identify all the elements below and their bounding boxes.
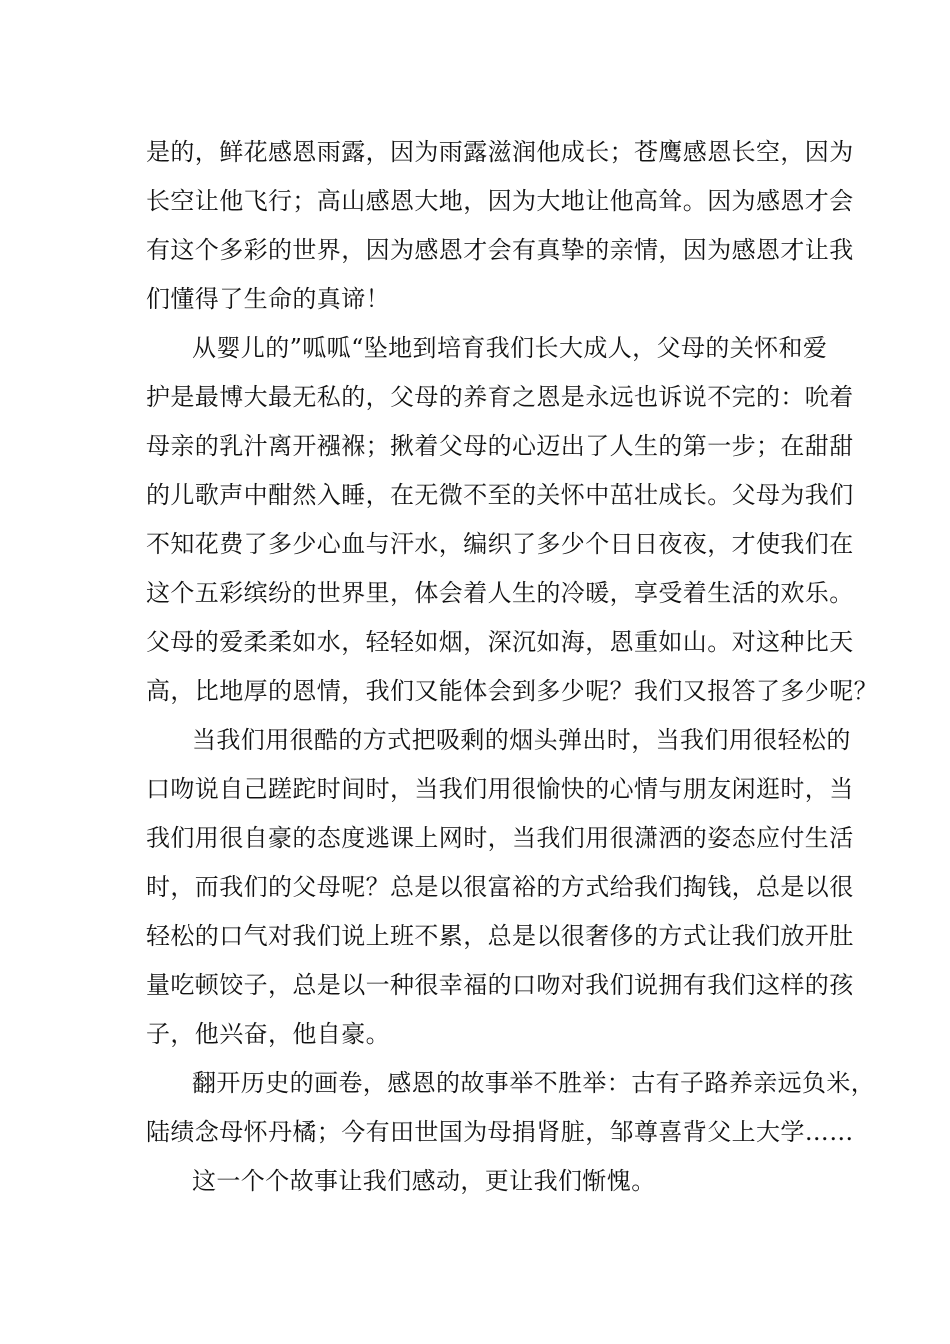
paragraph-first-line: 当我们用很酷的方式把吸剩的烟头弹出时，当我们用很轻松的	[192, 726, 851, 754]
text-line: 这个五彩缤纷的世界里，体会着人生的冷暖，享受着生活的欢乐。	[146, 579, 854, 607]
text-line: 长空让他飞行；高山感恩大地，因为大地让他高耸。因为感恩才会	[146, 187, 854, 215]
text-line: 是的，鲜花感恩雨露，因为雨露滋润他成长；苍鹰感恩长空，因为	[146, 138, 854, 166]
text-line: 母亲的乳汁离开襁褓；揪着父母的心迈出了人生的第一步；在甜甜	[146, 432, 854, 460]
text-line: 父母的爱柔柔如水，轻轻如烟，深沉如海，恩重如山。对这种比天	[146, 628, 854, 656]
text-line: 陆绩念母怀丹橘；今有田世国为母捐肾脏，邹尊喜背父上大学……	[146, 1118, 854, 1146]
text-line: 有这个多彩的世界，因为感恩才会有真挚的亲情，因为感恩才让我	[146, 236, 854, 264]
text-line: 轻松的口气对我们说上班不累，总是以很奢侈的方式让我们放开肚	[146, 922, 854, 950]
paragraph-first-line: 从婴儿的”呱呱“坠地到培育我们长大成人，父母的关怀和爱	[192, 334, 828, 362]
text-line: 量吃顿饺子，总是以一种很幸福的口吻对我们说拥有我们这样的孩	[146, 971, 854, 999]
text-line: 子，他兴奋，他自豪。	[146, 1020, 390, 1048]
text-line: 不知花费了多少心血与汗水，编织了多少个日日夜夜，才使我们在	[146, 530, 854, 558]
paragraph-first-line: 翻开历史的画卷，感恩的故事举不胜举：古有子路养亲远负米，	[192, 1069, 876, 1097]
text-line: 们懂得了生命的真谛！	[146, 285, 390, 313]
text-line: 护是最博大最无私的，父母的养育之恩是永远也诉说不完的：吮着	[146, 383, 854, 411]
text-line: 口吻说自己蹉跎时间时，当我们用很愉快的心情与朋友闲逛时，当	[146, 775, 854, 803]
paragraph-first-line: 这一个个故事让我们感动，更让我们惭愧。	[192, 1167, 656, 1195]
text-line: 的儿歌声中酣然入睡，在无微不至的关怀中茁壮成长。父母为我们	[146, 481, 854, 509]
text-line: 高，比地厚的恩情，我们又能体会到多少呢？我们又报答了多少呢？	[146, 677, 878, 705]
text-line: 时，而我们的父母呢？总是以很富裕的方式给我们掏钱，总是以很	[146, 873, 854, 901]
text-line: 我们用很自豪的态度逃课上网时，当我们用很潇洒的姿态应付生活	[146, 824, 854, 852]
